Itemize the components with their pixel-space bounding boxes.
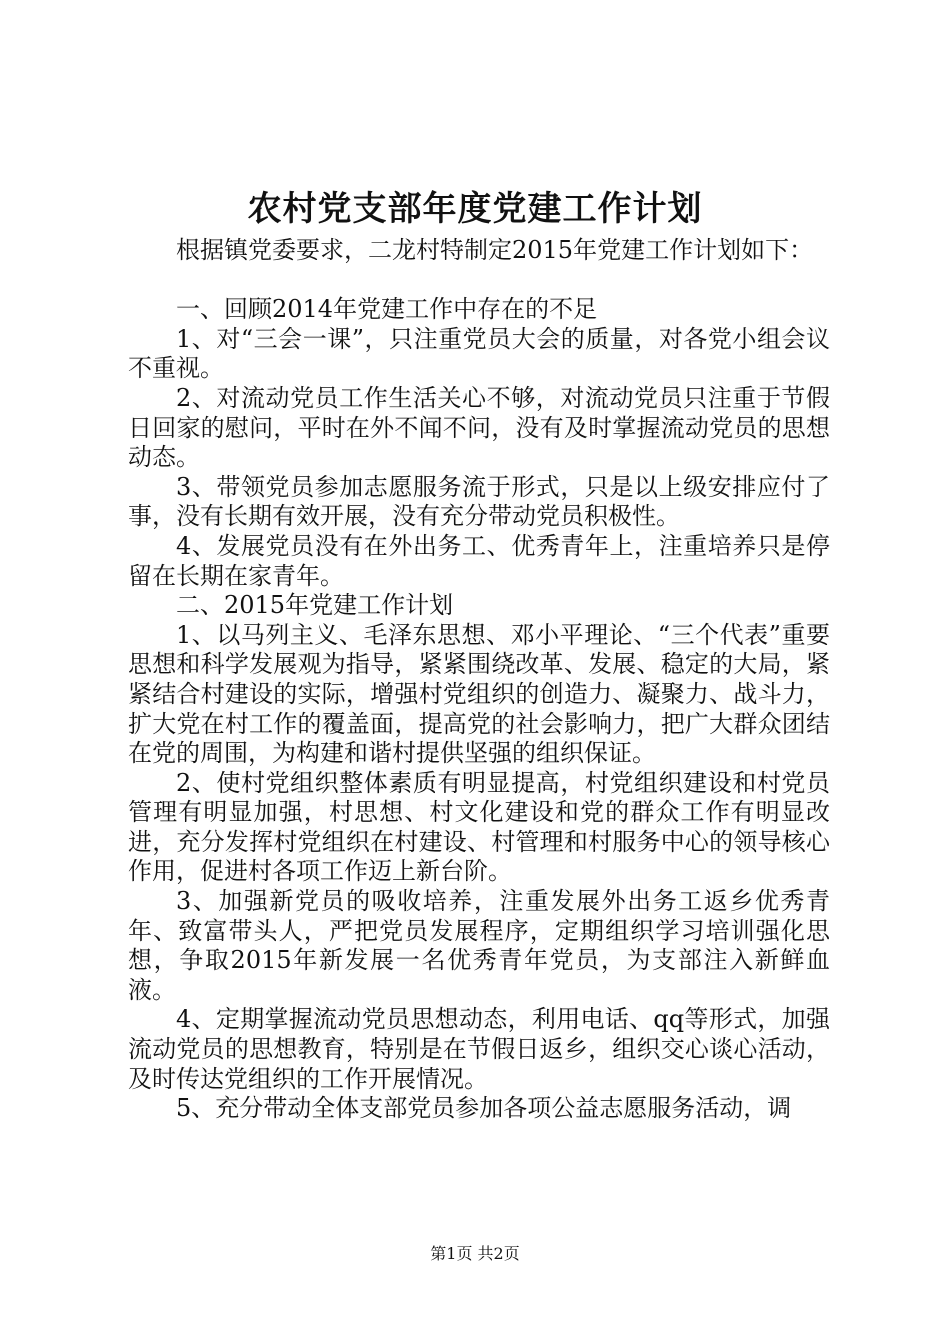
section-heading-plan: 二、2015年党建工作计划 bbox=[176, 591, 454, 620]
plan-item-2: 2、使村党组织整体素质有明显提高，村党组织建设和村党员管理有明显加强，村思想、村文化建设和党的群众工作有明显改进，充分发挥村党组织在村建设、村管理和村服务中心的领导核心作用，促进村各项工作迈上新台阶。 bbox=[128, 768, 830, 886]
page-footer: 第1页 共2页 bbox=[430, 1244, 520, 1263]
review-item-1: 1、对“三会一课”，只注重党员大会的质量，对各党小组会议不重视。 bbox=[128, 324, 830, 383]
review-item-4: 4、发展党员没有在外出务工、优秀青年上，注重培养只是停留在长期在家青年。 bbox=[128, 531, 830, 590]
blank-line bbox=[128, 266, 830, 296]
plan-item-4: 4、定期掌握流动党员思想动态，利用电话、qq等形式，加强流动党员的思想教育，特别是在节假日返乡，组织交心谈心活动，及时传达党组织的工作开展情况。 bbox=[128, 1005, 830, 1093]
document-title: 农村党支部年度党建工作计划 bbox=[247, 189, 703, 229]
section-heading-review: 一、回顾2014年党建工作中存在的不足 bbox=[176, 295, 598, 324]
document-body bbox=[128, 236, 830, 1124]
plan-item-3: 3、加强新党员的吸收培养，注重发展外出务工返乡优秀青年、致富带头人，严把党员发展程序，定期组织学习培训强化思想，争取2015年新发展一名优秀青年党员，为支部注入新鲜血液。 bbox=[128, 887, 830, 1004]
review-item-2: 2、对流动党员工作生活关心不够，对流动党员只注重于节假日回家的慰问，平时在外不闻不问，没有及时掌握流动党员的思想动态。 bbox=[128, 383, 830, 472]
plan-item-5: 5、充分带动全体支部党员参加各项公益志愿服务活动，调 bbox=[176, 1094, 792, 1123]
plan-item-1: 1、以马列主义、毛泽东思想、邓小平理论、“三个代表”重要思想和科学发展观为指导，紧紧围绕改革、发展、稳定的大局，紧紧结合村建设的实际，增强村党组织的创造力、凝聚力、战斗力，扩大党在村工作的覆盖面，提高党的社会影响力，把广大群众团结在党的周围，为构建和谐村提供坚强的组织保证。 bbox=[128, 620, 830, 768]
review-item-3: 3、带领党员参加志愿服务流于形式，只是以上级安排应付了事，没有长期有效开展，没有充分带动党员积极性。 bbox=[128, 472, 830, 531]
intro-paragraph: 根据镇党委要求，二龙村特制定2015年党建工作计划如下： bbox=[176, 236, 814, 264]
